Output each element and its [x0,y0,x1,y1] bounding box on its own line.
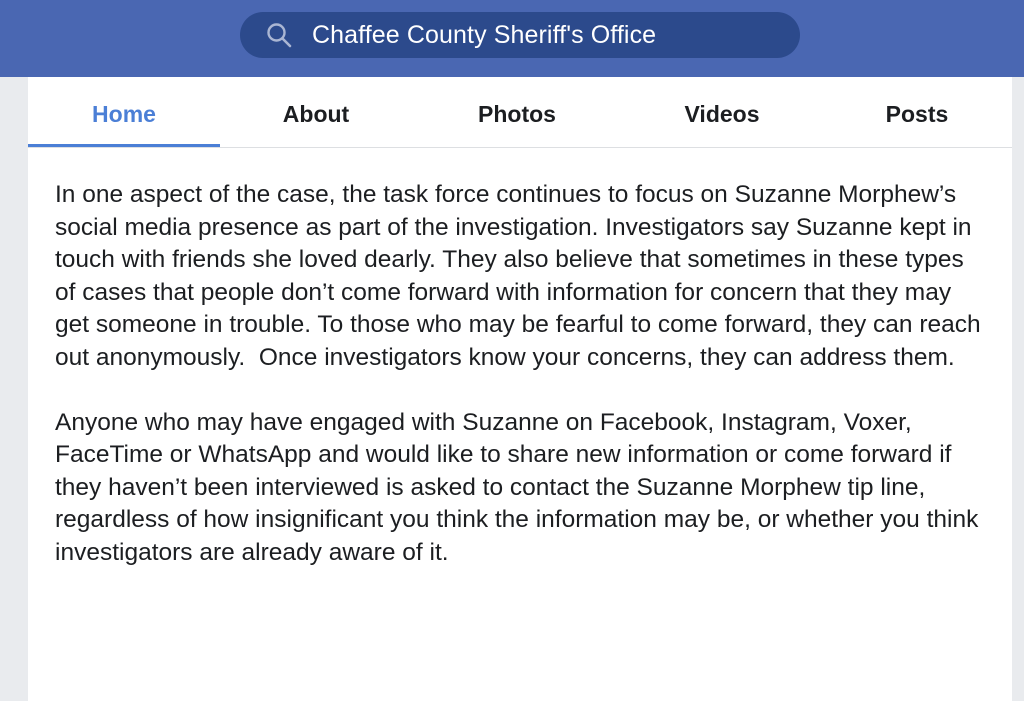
tab-photos[interactable]: Photos [478,101,556,127]
tab-videos[interactable]: Videos [684,101,760,127]
tab-about[interactable]: About [282,101,350,127]
search-bar[interactable] [240,12,800,58]
tab-bar [28,77,1012,148]
active-tab-indicator [28,144,220,147]
post-content [55,179,990,569]
search-icon [266,22,292,48]
post-paragraph: In one aspect of the case, the task force continues to focus on Suzanne Morphew’s social media presence as part of the investigation. Investigators say Suzanne kept in touch with friends she loved dearly. They also believe that sometimes in these types of cases that people don’t come forward with information for concern that they may get someone in trouble. To those who may be fearful to come forward, they can reach out anonymously. Once investigators know your concerns, they can address them. [55,181,988,371]
tab-home[interactable]: Home [92,101,156,127]
top-bar [0,0,1024,77]
search-input[interactable]: Chaffee County Sheriff's Office [312,20,657,49]
tab-posts[interactable]: Posts [885,101,949,127]
page-card [28,77,1012,701]
post-paragraph: Anyone who may have engaged with Suzanne on Facebook, Instagram, Voxer, FaceTime or WhatsApp and would like to share new information or come forward if they haven’t been interviewed is asked to contact the Suzanne Morphew tip line, regardless of how insignificant you think the information may be, or whether you think investigators are already aware of it. [55,408,986,566]
